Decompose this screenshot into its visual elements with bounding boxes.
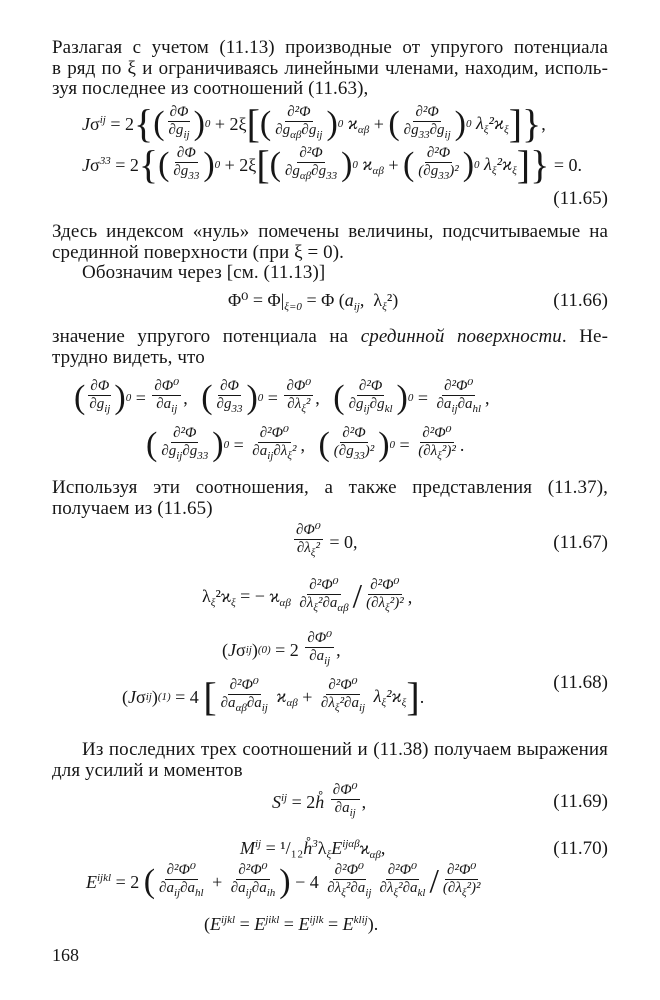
equation-11-70-a: $M^{ij}$ = $^1/_{12}h̊^3\lambda_\xi E^{ij\alpha\beta}ϰ_{\alpha\beta}$, <box>240 838 386 861</box>
derivative-relations-row-1: ( $\frac{\partial\Phi}{\partial g_{ij}}$ ) 0 = $\frac{\text{∂Φ⁰}}{\partial a_{ij}}$ , ( $\frac{\partial\Phi}{\partial g_{33}}$ ) 0 = $\frac{\text{∂Φ⁰}}{\partial\lambda_\xi^2}$ , ( $\frac{\text{∂²Φ}}{\partial g_{ij}\partial g_{kl}}$ ) 0 = $\frac{\text{∂²Φ⁰}}{\partial a_{ij}\partial a_{hl}}$ , <box>74 378 490 416</box>
paragraph-zero-index <box>52 222 608 284</box>
equation-11-65-a: $J\sigma^{ij} = 2$ { ( $\frac{\partial\Phi}{\partial g_{ij}}$ ) 0 + 2ξ [ ( $\frac{\text{∂²Φ}}{\partial g_{\alpha\beta}\partial g_{ij}}$ ) 0 $ϰ_{\alpha\beta}$ + ( $\frac{\text{∂²Φ}}{\partial g_{33}\partial g_{ij}}$ ) 0 $\lambda_\xi^2ϰ_\xi$ ] } , <box>82 101 546 146</box>
text-line: зуя последнее из соотношений (11.63), <box>52 78 369 99</box>
text-line: для усилий и моментов <box>52 759 243 781</box>
equation-11-69: $S^{ij}$ = 2h̊ $\frac{\text{∂Φ⁰}}{\partial a_{ij}}$ , <box>272 782 367 819</box>
text-line: Используя эти соотношения, а также представления (11.37), <box>52 477 608 498</box>
text-line: трудно видеть, что <box>52 346 205 368</box>
equation-number: (11.69) <box>553 791 608 812</box>
equation-11-70-b: $E^{ijkl} = 2$ ( $\frac{\text{∂²Φ⁰}}{\partial a_{ij}\partial a_{hl}}$ + $\frac{\text{∂²Φ⁰}}{\partial a_{ij}\partial a_{ih}}$ ) − 4 $\frac{\text{∂²Φ⁰}}{\partial\lambda_\xi^2\partial a_{ij}}$ $\frac{\text{∂²Φ⁰}}{\partial\lambda_\xi^2\partial a_{kl}}$ / $\frac{\text{∂²Φ⁰}}{(\partial\lambda_\xi^2)^2}$ <box>86 862 481 900</box>
text-line: значение упругого потенциала на срединной поверхности. Не- <box>52 326 608 347</box>
equation-11-70-c: $(E^{ijkl} = E^{jikl} = E^{ijlk} = E^{klij})$. <box>204 914 379 934</box>
equation-number: (11.67) <box>553 532 608 553</box>
page-number: 168 <box>52 945 79 965</box>
equation-11-67: $\frac{\text{∂Φ⁰}}{\partial\lambda_\xi^2}$ = 0, <box>296 522 358 559</box>
equation-11-68-c: ( J σ ij ) (1) = 4 [ $\frac{\text{∂²Φ⁰}}{\partial a_{\alpha\beta}\partial a_{ij}}$ $ϰ_{\alpha\beta}$ + $\frac{\text{∂²Φ⁰}}{\partial\lambda_\xi^2\partial a_{ij}}$ $\lambda_\xi^2ϰ_\xi$ ] . <box>122 674 425 719</box>
equation-11-65-b: $J\sigma^{33} = 2$ { ( $\frac{\partial\Phi}{\partial g_{33}}$ ) 0 + 2ξ [ ( $\frac{\text{∂²Φ}}{\partial g_{\alpha\beta}\partial g_{33}}$ ) 0 $ϰ_{\alpha\beta}$ + ( $\frac{\text{∂²Φ}}{(\partial g_{33})^2}$ ) 0 $\lambda_\xi^2ϰ_\xi$ ] } = 0. <box>82 142 582 187</box>
text-line: Разлагая с учетом (11.13) производные от упругого потенциала <box>52 37 608 58</box>
text-line: в ряд по ξ и ограничиваясь линейными членами, находим, исполь- <box>52 57 608 79</box>
equation-11-68-a: $\lambda_\xi^2ϰ_\xi$ = − $ϰ_{\alpha\beta}$ $\frac{\text{∂²Φ⁰}}{\partial\lambda_\xi^2\partial a_{\alpha\beta}}$ / $\frac{\text{∂²Φ⁰}}{(\partial\lambda_\xi^2)^2}$ , <box>202 577 413 615</box>
text-line: Здесь индексом «нуль» помечены величины, подсчитываемые на <box>52 221 608 242</box>
paragraph-potential <box>52 327 608 368</box>
text-line: срединной поверхности (при ξ = 0). <box>52 241 345 263</box>
equation-number: (11.68) <box>553 672 608 693</box>
text-line: Из последних трех соотношений и (11.38) получаем выражения <box>82 739 608 760</box>
equation-11-68-b: ( J σ ij ) (0) = 2 $\frac{\text{∂Φ⁰}}{\partial a_{ij}}$ , <box>222 630 341 667</box>
equation-number: (11.70) <box>553 838 608 859</box>
paragraph-forces-moments <box>52 740 608 781</box>
equation-number: (11.65) <box>553 188 608 209</box>
derivative-relations-row-2: ( $\frac{\text{∂²Φ}}{\partial g_{ij}\partial g_{33}}$ ) 0 = $\frac{\text{∂²Φ⁰}}{\partial a_{ij}\partial\lambda_\xi^2}$ , ( $\frac{\text{∂²Φ}}{(\partial g_{33})^2}$ ) 0 = $\frac{\text{∂²Φ⁰}}{(\partial\lambda_\xi^2)^2}$ . <box>146 425 465 463</box>
equation-number: (11.66) <box>553 290 608 311</box>
text-line: Обозначим через [см. (11.13)] <box>82 262 326 283</box>
italic-term: срединной поверхности <box>360 326 562 347</box>
paragraph-using-relations <box>52 478 608 519</box>
paragraph-intro <box>52 38 608 100</box>
equation-11-66: $\Phi^0 = \Phi|_{\xi=0} = \Phi$ ($a_{ij}$, $\lambda_\xi^2$) <box>228 290 399 313</box>
text-line: получаем из (11.65) <box>52 497 213 519</box>
